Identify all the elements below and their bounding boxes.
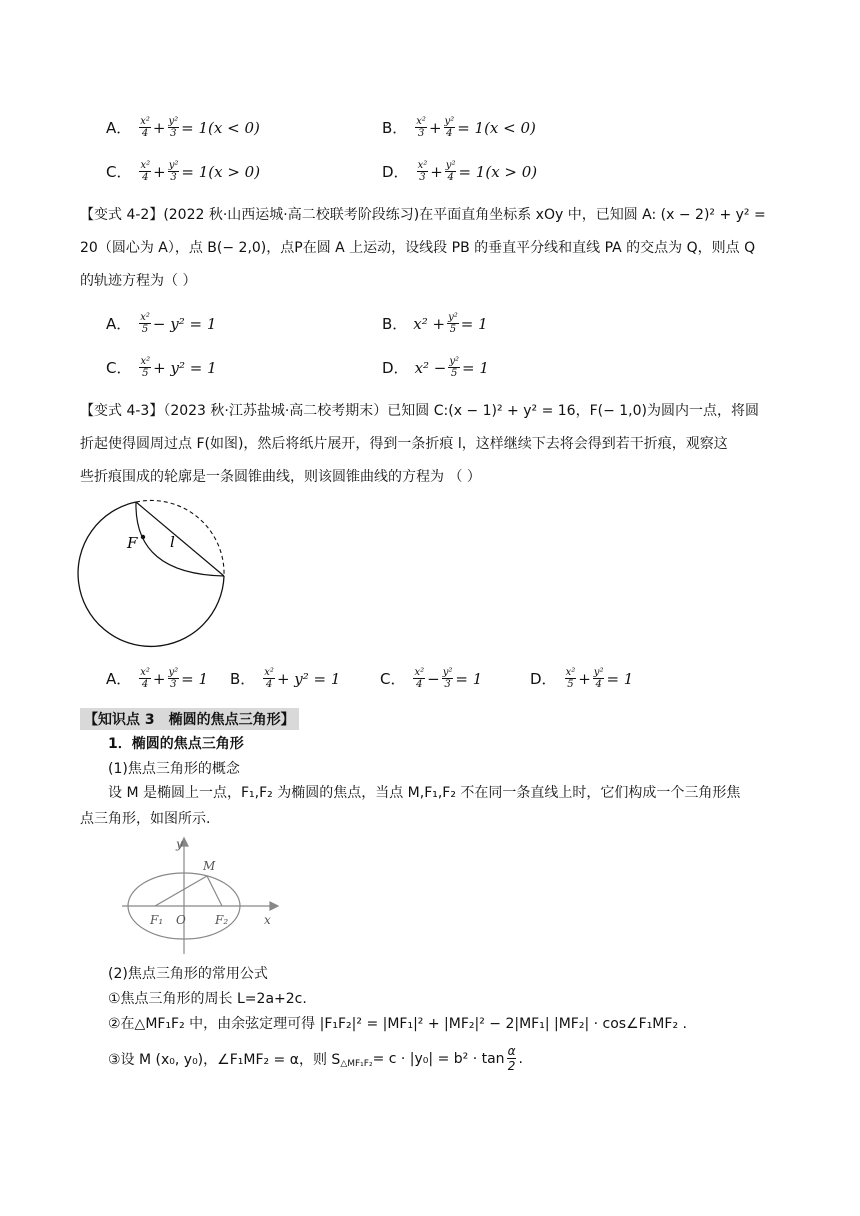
q43-line-1: 【变式 4-3】（2023 秋·江苏盐城·高二校考期末）已知圆 C:(x − 1)² + y² = 16，F(− 1,0)为圆内一点，将圆 [80, 403, 759, 419]
kp3-formula-3: ③设 M (x₀, y₀)，∠F₁MF₂ = α，则 S △MF₁F₂ = c · |y₀| = b² · tan $\frac{\alpha}{2}$ . [108, 1044, 523, 1073]
q41-option-b: B． $\frac{\text{x²}}{3}$ + $\frac{\text{y²}}{4}$ = 1(x < 0) [382, 116, 536, 139]
label-m: M [203, 859, 216, 873]
q41-option-d: D． $\frac{\text{x²}}{3}$ + $\frac{\text{y²}}{4}$ = 1(x > 0) [382, 160, 538, 183]
q43-option-b: B． $\frac{\text{x²}}{4}$ + y² = 1 [230, 667, 341, 690]
q43-option-c: C． $\frac{\text{x²}}{4}$ − $\frac{\text{y²}}{3}$ = 1 [380, 667, 483, 690]
q42-line-1: 【变式 4-2】(2022 秋·山西运城·高二校联考阶段练习)在平面直角坐标系 xOy 中，已知圆 A: (x − 2)² + y² = [80, 207, 766, 223]
label-l: l [170, 533, 175, 551]
q43-option-d: D． $\frac{\text{x²}}{5}$ + $\frac{\text{y²}}{4}$ = 1 [530, 667, 634, 690]
label-f: F [127, 534, 138, 552]
kp3-sub1b: (2)焦点三角形的常用公式 [108, 966, 268, 982]
label-f2: F₂ [215, 913, 229, 927]
q42-option-b: B． x² + $\frac{\text{y²}}{5}$ = 1 [382, 312, 488, 335]
fold-circle-figure [74, 494, 244, 654]
q42-option-c: C． $\frac{\text{x²}}{5}$ + y² = 1 [106, 356, 217, 379]
q42-line-2: 20（圆心为 A），点 B(− 2,0)，点P在圆 A 上运动，设线段 PB 的垂直平分线和直线 PA 的交点为 Q，则点 Q [80, 240, 756, 256]
q43-option-a: A． $\frac{\text{x²}}{4}$ + $\frac{\text{y²}}{3}$ = 1 [106, 667, 209, 690]
q42-option-a: A． $\frac{\text{x²}}{5}$ − y² = 1 [106, 312, 217, 335]
kp3-formula-1: ①焦点三角形的周长 L=2a+2c. [108, 991, 307, 1007]
label-f1: F₁ [150, 913, 164, 927]
label-x: x [264, 913, 271, 927]
kp3-sub1a: (1)焦点三角形的概念 [108, 761, 240, 777]
q43-line-2: 折起使得圆周过点 F(如图)，然后将纸片展开，得到一条折痕 l，这样继续下去将会得到若干折痕，观察这 [80, 436, 728, 452]
focal-triangle-figure [122, 836, 282, 956]
kp3-sub1: 1．椭圆的焦点三角形 [108, 736, 244, 752]
q42-option-d: D． x² − $\frac{\text{y²}}{5}$ = 1 [382, 356, 489, 379]
fold-line [136, 502, 224, 576]
kp3-heading: 【知识点 3 椭圆的焦点三角形】 [80, 708, 299, 730]
q41-option-c: C． $\frac{\text{x²}}{4}$ + $\frac{\text{y²}}{3}$ = 1(x > 0) [106, 160, 261, 183]
kp3-para1-line2: 点三角形，如图所示. [80, 811, 211, 827]
q41-option-a: A． $\frac{\text{x²}}{4}$ + $\frac{\text{y²}}{3}$ = 1(x < 0) [106, 116, 260, 139]
x-axis-arrow [270, 902, 278, 910]
q43-line-3: 些折痕围成的轮廓是一条圆锥曲线，则该圆锥曲线的方程为 （ ） [80, 469, 481, 485]
label-y: y [176, 837, 183, 851]
label-o: O [176, 913, 186, 927]
segment-mf1 [155, 876, 207, 906]
point-f [141, 535, 145, 539]
q42-line-3: 的轨迹方程为（ ） [80, 273, 197, 289]
kp3-para1-line1: 设 M 是椭圆上一点，F₁,F₂ 为椭圆的焦点，当点 M,F₁,F₂ 不在同一条直线上时，它们构成一个三角形焦 [108, 785, 741, 801]
kp3-formula-2: ②在△MF₁F₂ 中，由余弦定理可得 |F₁F₂|² = |MF₁|² + |MF₂|² − 2|MF₁| |MF₂| · cos∠F₁MF₂ . [108, 1016, 687, 1032]
